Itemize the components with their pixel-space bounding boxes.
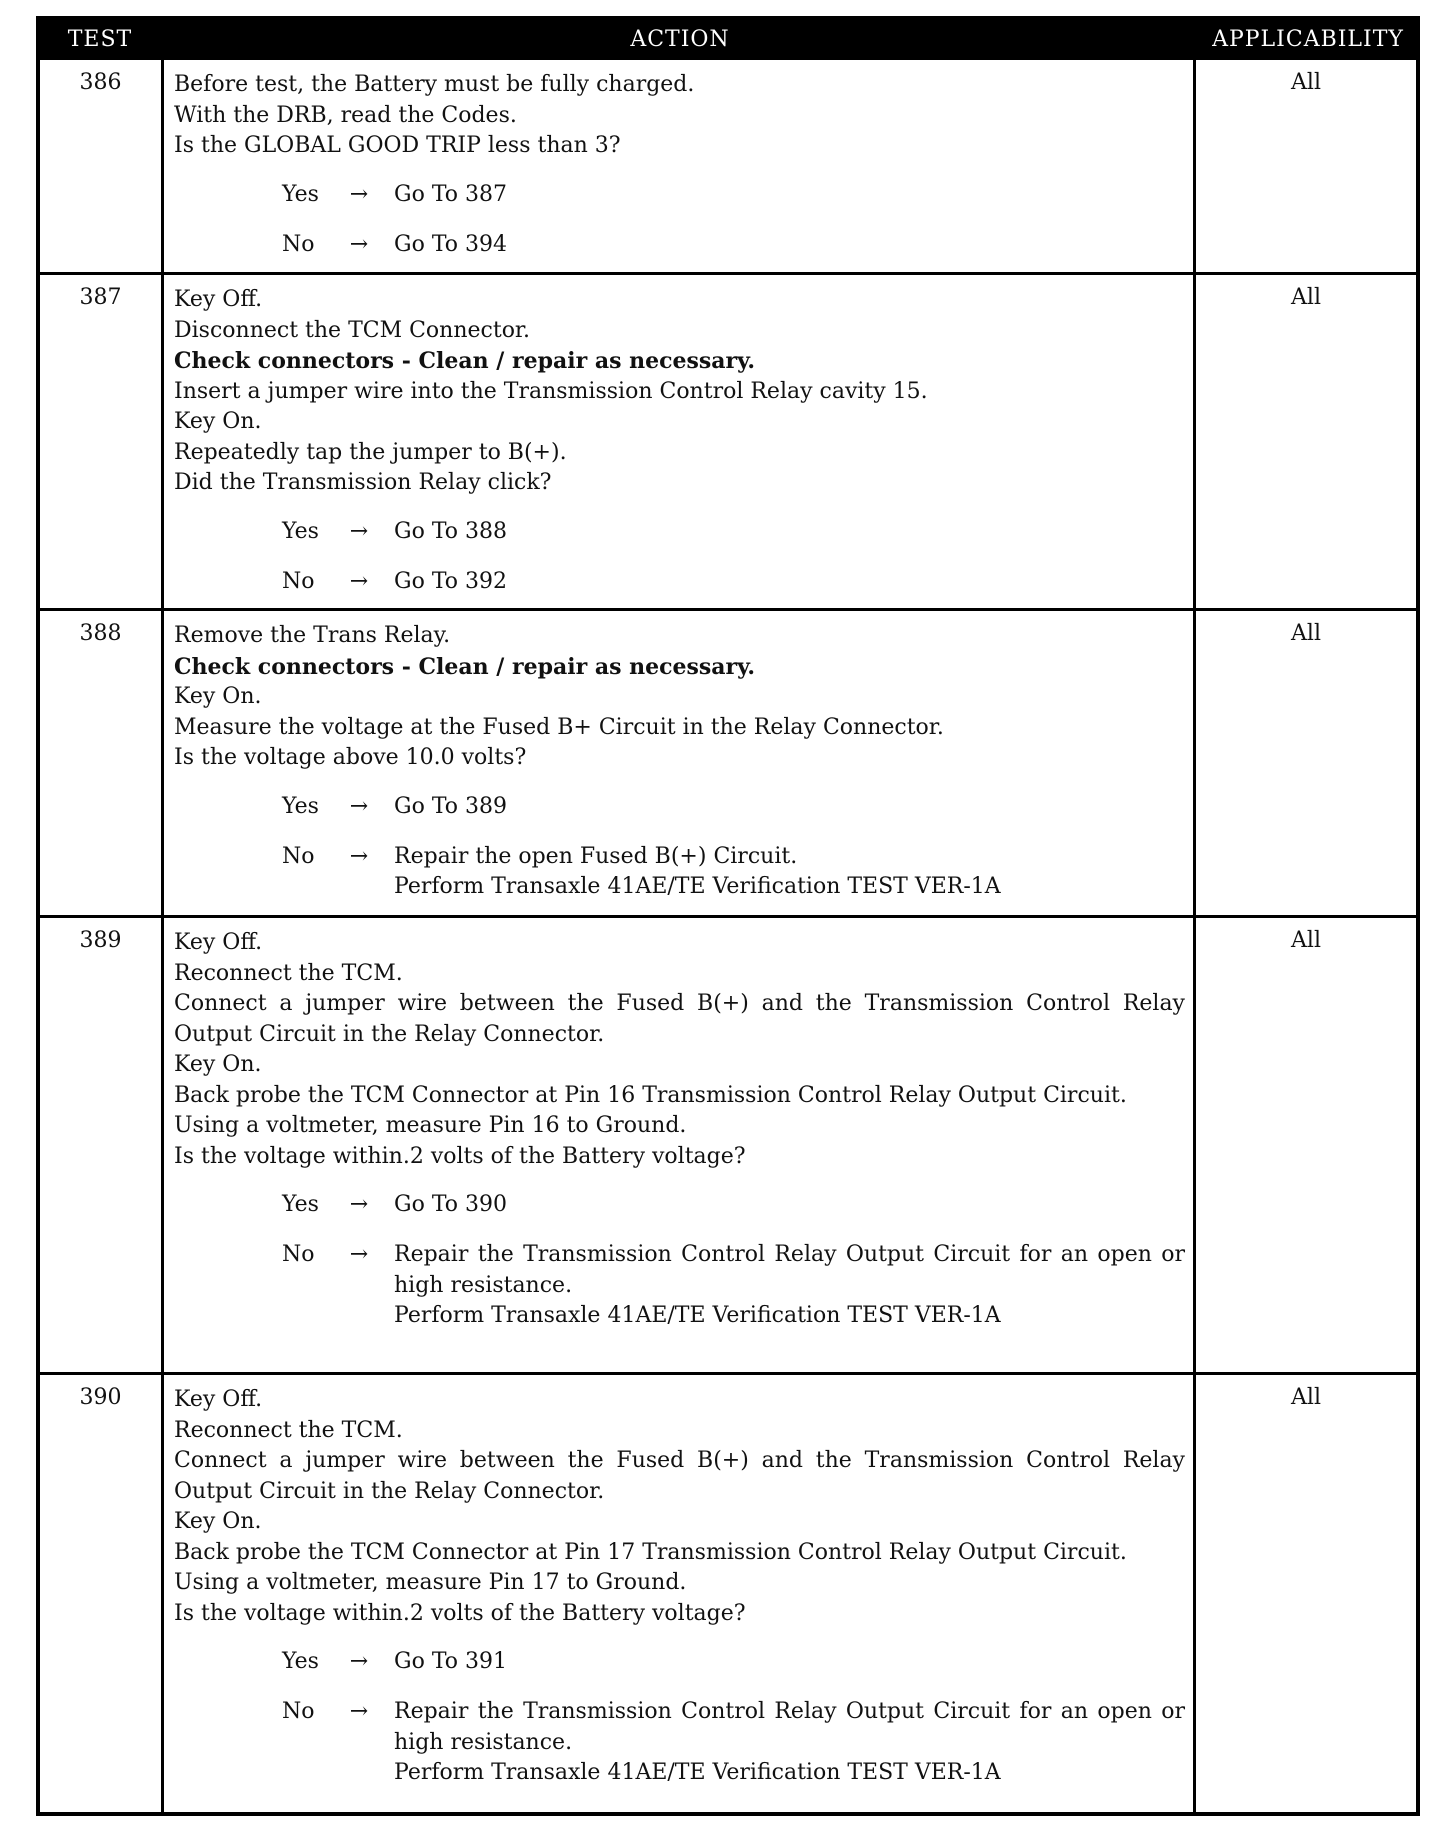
- action-step: Before test, the Battery must be fully charged.: [174, 72, 695, 97]
- choice-result-line: Perform Transaxle 41AE/TE Verification TEST VER-1A: [394, 874, 1001, 899]
- action-step: Connect a jumper wire between the Fused B(+) and the Transmission Control Relay Output Circuit in the Relay Connector.: [174, 1448, 1185, 1504]
- choice-result-line: Go To 389: [394, 793, 508, 819]
- action-cell: [164, 1375, 1196, 1812]
- table-row: [40, 272, 1416, 608]
- table-row: [40, 1372, 1416, 1812]
- choice-label: Yes: [282, 181, 319, 207]
- table-row: [40, 60, 1416, 272]
- choice-yes: [174, 1647, 1185, 1697]
- arrow-right-icon: →: [349, 518, 369, 544]
- action-step: Reconnect the TCM.: [174, 1417, 403, 1443]
- applicability: All: [1291, 70, 1321, 95]
- choice-result: [394, 792, 1185, 823]
- diagnostic-table: [36, 16, 1420, 1816]
- action-step: Key On.: [174, 409, 262, 434]
- action-step: Reconnect the TCM.: [174, 960, 403, 986]
- choice-result-line: Repair the Transmission Control Relay Output Circuit for an open or high resistance.: [394, 1242, 1185, 1298]
- table-row: [40, 608, 1416, 915]
- action-step: Key Off.: [174, 287, 263, 312]
- choices: [174, 517, 1185, 617]
- choice-result-line: Go To 390: [394, 1192, 508, 1217]
- test-number: 387: [40, 275, 164, 608]
- choice-label: No: [282, 568, 315, 594]
- choice-result-line: Go To 392: [394, 568, 508, 594]
- action-step: Is the voltage above 10.0 volts?: [174, 745, 527, 770]
- choice-result: [394, 230, 1185, 261]
- action-step: Using a voltmeter, measure Pin 17 to Ground.: [174, 1570, 687, 1595]
- choice-label: No: [282, 1242, 315, 1267]
- action-step: Is the voltage within.2 volts of the Battery voltage?: [174, 1600, 746, 1626]
- action-step: Key On.: [174, 1052, 262, 1077]
- arrow-right-icon: →: [349, 568, 369, 594]
- choice-yes: [174, 1190, 1185, 1240]
- arrow-right-icon: →: [349, 793, 369, 819]
- choice-result-line: Perform Transaxle 41AE/TE Verification TEST VER-1A: [394, 1760, 1001, 1785]
- action-step: Key On.: [174, 1509, 262, 1534]
- header-test: TEST: [67, 27, 133, 52]
- table-header: [40, 20, 1416, 60]
- table-row: [40, 915, 1416, 1372]
- arrow-right-icon: →: [349, 1699, 369, 1724]
- choice-result: [394, 1190, 1185, 1221]
- applicability: All: [1291, 928, 1321, 953]
- choice-no: [174, 1240, 1185, 1332]
- choice-label: Yes: [282, 1649, 319, 1674]
- action-step: Repeatedly tap the jumper to B(+).: [174, 439, 567, 465]
- test-number: 388: [40, 611, 164, 915]
- choice-result-line: Repair the open Fused B(+) Circuit.: [394, 843, 798, 869]
- choices: [174, 180, 1185, 280]
- choices: [174, 1647, 1185, 1789]
- arrow-right-icon: →: [349, 1242, 369, 1267]
- action-step: Remove the Trans Relay.: [174, 623, 451, 648]
- arrow-right-icon: →: [349, 843, 369, 869]
- choices: [174, 792, 1185, 903]
- choice-label: Yes: [282, 1192, 319, 1217]
- choice-result: [394, 1697, 1185, 1789]
- action-note: Check connectors - Clean / repair as necessary.: [174, 653, 756, 680]
- choice-label: No: [282, 1699, 315, 1724]
- test-number: 389: [40, 918, 164, 1372]
- test-number: 390: [40, 1375, 164, 1812]
- header-action: ACTION: [630, 27, 730, 52]
- action-step: Did the Transmission Relay click?: [174, 470, 552, 495]
- action-cell: [164, 918, 1196, 1372]
- choice-result: [394, 842, 1185, 903]
- action-step: Key On.: [174, 684, 262, 709]
- action-cell: [164, 60, 1196, 272]
- action-cell: [164, 275, 1196, 608]
- arrow-right-icon: →: [349, 1192, 369, 1217]
- action-step: With the DRB, read the Codes.: [174, 102, 517, 128]
- action-step: Back probe the TCM Connector at Pin 17 Transmission Control Relay Output Circuit.: [174, 1539, 1127, 1565]
- choice-no: [174, 842, 1185, 903]
- choice-result: [394, 1647, 1185, 1678]
- choice-result-line: Repair the Transmission Control Relay Output Circuit for an open or high resistance.: [394, 1699, 1185, 1755]
- choice-label: No: [282, 843, 315, 869]
- choice-result: [394, 517, 1185, 548]
- action-step: Disconnect the TCM Connector.: [174, 317, 531, 343]
- action-step: Measure the voltage at the Fused B+ Circuit in the Relay Connector.: [174, 714, 944, 740]
- choice-label: Yes: [282, 793, 319, 819]
- applicability: All: [1291, 285, 1321, 310]
- action-step: Connect a jumper wire between the Fused B(+) and the Transmission Control Relay Output Circuit in the Relay Connector.: [174, 991, 1185, 1047]
- choice-yes: [174, 180, 1185, 230]
- choices: [174, 1190, 1185, 1332]
- choice-no: [174, 1697, 1185, 1789]
- choice-label: No: [282, 231, 315, 257]
- action-step: Key Off.: [174, 1387, 263, 1412]
- choice-result: [394, 1240, 1185, 1332]
- applicability: All: [1291, 621, 1321, 646]
- arrow-right-icon: →: [349, 181, 369, 207]
- choice-result-line: Go To 394: [394, 231, 508, 257]
- choice-result-line: Go To 391: [394, 1649, 508, 1674]
- action-step: Using a voltmeter, measure Pin 16 to Ground.: [174, 1113, 687, 1138]
- action-cell: [164, 611, 1196, 915]
- action-step: Back probe the TCM Connector at Pin 16 Transmission Control Relay Output Circuit.: [174, 1082, 1127, 1108]
- arrow-right-icon: →: [349, 231, 369, 257]
- test-number: 386: [40, 60, 164, 272]
- applicability: All: [1291, 1385, 1321, 1410]
- choice-result: [394, 567, 1185, 598]
- header-applicability: APPLICABILITY: [1212, 27, 1404, 52]
- choice-result: [394, 180, 1185, 211]
- choice-result-line: Go To 387: [394, 181, 508, 207]
- choice-result-line: Go To 388: [394, 518, 508, 544]
- action-step: Key Off.: [174, 930, 263, 955]
- action-note: Check connectors - Clean / repair as necessary.: [174, 348, 756, 374]
- action-step: Insert a jumper wire into the Transmission Control Relay cavity 15.: [174, 378, 928, 404]
- choice-yes: [174, 517, 1185, 567]
- action-step: Is the voltage within.2 volts of the Battery voltage?: [174, 1143, 746, 1169]
- choice-result-line: Perform Transaxle 41AE/TE Verification TEST VER-1A: [394, 1303, 1001, 1328]
- choice-yes: [174, 792, 1185, 842]
- choice-label: Yes: [282, 518, 319, 544]
- action-step: Is the GLOBAL GOOD TRIP less than 3?: [174, 133, 621, 158]
- arrow-right-icon: →: [349, 1649, 369, 1674]
